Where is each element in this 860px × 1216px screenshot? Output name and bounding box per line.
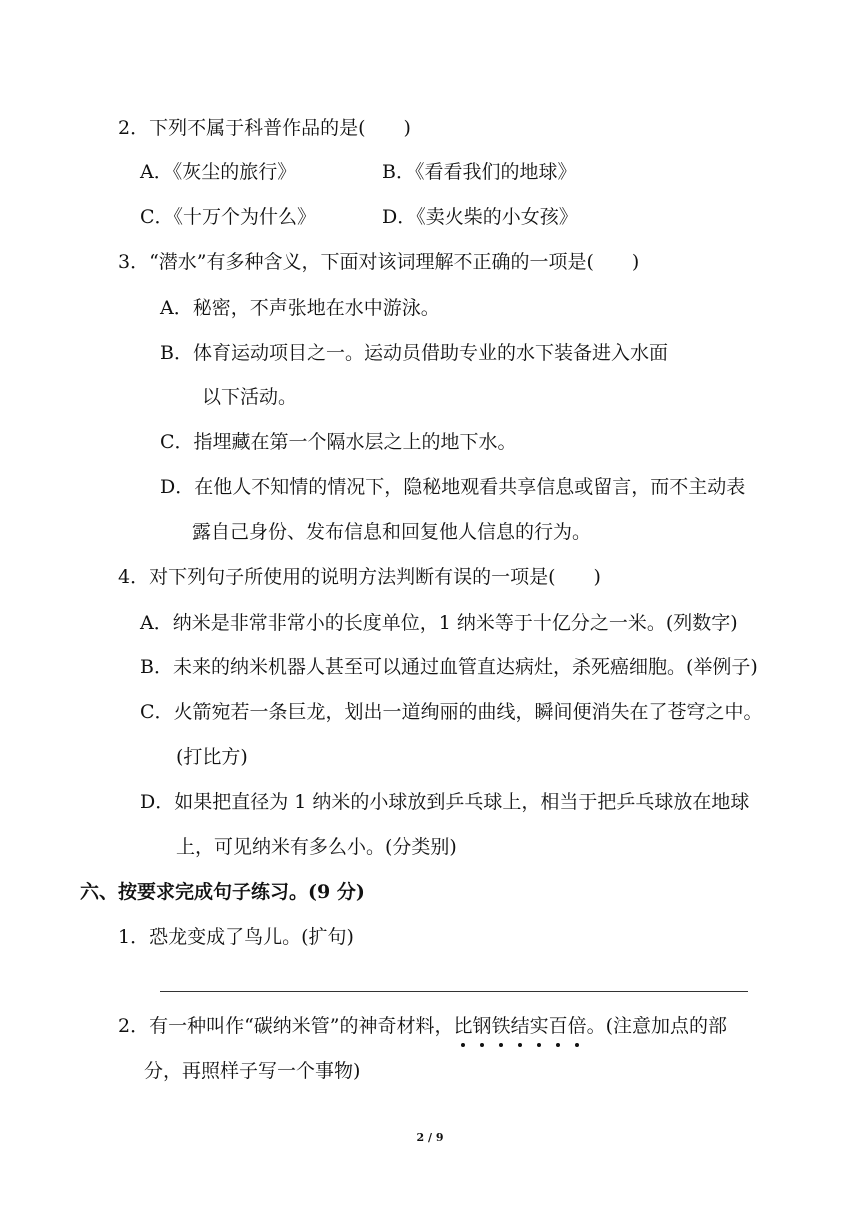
question-3-option-d-line1: D．在他人不知情的情况下，隐秘地观看共享信息或留言，而不主动表: [160, 476, 746, 498]
question-3-option-a: A．秘密，不声张地在水中游泳。: [160, 297, 440, 319]
question-2-option-b: B．《看看我们的地球》: [382, 161, 577, 183]
emphasis-char: 钢: [473, 1012, 492, 1040]
emphasis-char: 百: [549, 1012, 568, 1040]
section-6-item-2-prefix: 2．有一种叫作“碳纳米管”的神奇材料，: [118, 1015, 454, 1037]
question-2-option-a: A．《灰尘的旅行》: [140, 161, 297, 183]
question-3-option-c: C．指埋藏在第一个隔水层之上的地下水。: [160, 431, 517, 453]
emphasis-char: 铁: [492, 1012, 511, 1040]
question-4-option-d-line2: 上，可见纳米有多么小。(分类别): [176, 836, 457, 858]
question-4-option-a: A．纳米是非常非常小的长度单位，1 纳米等于十亿分之一米。(列数字): [140, 612, 738, 634]
question-4-option-b: B．未来的纳米机器人甚至可以通过血管直达病灶，杀死癌细胞。(举例子): [140, 656, 758, 678]
emphasis-dotted-phrase: [454, 1015, 587, 1037]
question-4-option-c-line2: (打比方): [176, 746, 248, 768]
question-4-option-d-line1: D．如果把直径为 1 纳米的小球放到乒乓球上，相当于把乒乓球放在地球: [140, 791, 750, 813]
question-3-stem: 3．“潜水”有多种含义，下面对该词理解不正确的一项是( ): [118, 251, 640, 273]
question-4-option-c-line1: C．火箭宛若一条巨龙，划出一道绚丽的曲线，瞬间便消失在了苍穹之中。: [140, 701, 763, 723]
question-3-option-d-line2: 露自己身份、发布信息和回复他人信息的行为。: [192, 521, 592, 543]
section-6-item-2-line1: [118, 1012, 727, 1040]
emphasis-char: 倍: [568, 1012, 587, 1040]
question-2-option-c: C．《十万个为什么》: [140, 206, 317, 228]
emphasis-char: 比: [454, 1012, 473, 1040]
question-3-option-b-line2: 以下活动。: [202, 386, 298, 408]
section-6-item-1: 1．恐龙变成了鸟儿。(扩句): [118, 926, 354, 948]
answer-blank-line[interactable]: [160, 991, 748, 992]
page-number: 2 / 9: [416, 1131, 444, 1144]
question-4-stem: 4．对下列句子所使用的说明方法判断有误的一项是( ): [118, 566, 601, 588]
question-3-option-b-line1: B．体育运动项目之一。运动员借助专业的水下装备进入水面: [160, 342, 668, 364]
section-6-heading: 六、按要求完成句子练习。(9 分): [80, 881, 365, 903]
question-2-stem: 2．下列不属于科普作品的是( ): [118, 117, 411, 139]
question-2-option-d: D．《卖火柴的小女孩》: [382, 206, 578, 228]
emphasis-char: 实: [530, 1012, 549, 1040]
section-6-item-2-line2: 分，再照样子写一个事物): [144, 1060, 361, 1082]
emphasis-char: 结: [511, 1012, 530, 1040]
section-6-item-2-suffix: 。(注意加点的部: [586, 1015, 728, 1037]
